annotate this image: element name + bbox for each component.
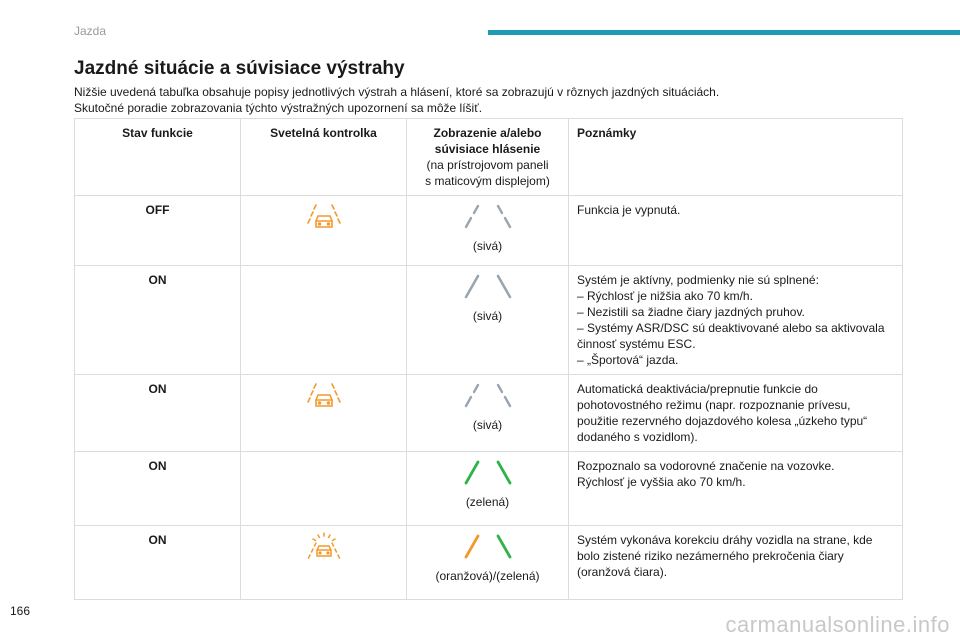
display-cell [407, 375, 569, 452]
warnings-table [74, 118, 903, 600]
light-cell [241, 266, 407, 375]
header-display-line: s maticovým displejom) [425, 174, 550, 188]
state-cell: ON [75, 452, 241, 526]
notes-cell [569, 375, 903, 452]
display-caption: (sivá) [472, 309, 503, 323]
notes-line: Systém vykonáva korekciu dráhy vozidla na strane, kde bolo zistené riziko nezámerného prekročenia čiary (oranžová čiara). [577, 533, 873, 579]
state-cell: ON [75, 266, 241, 375]
notes-cell [569, 266, 903, 375]
notes-line: – „Športová“ jazda. [577, 353, 679, 367]
page-number: 166 [10, 604, 31, 618]
display-cell [407, 266, 569, 375]
lane-lines-gray-dashed-icon [456, 202, 520, 232]
display-caption: (zelená) [465, 495, 510, 509]
notes-cell [569, 452, 903, 526]
header-light: Svetelná kontrolka [241, 119, 407, 196]
light-cell [241, 452, 407, 526]
display-caption: (sivá) [472, 418, 503, 432]
notes-cell [569, 196, 903, 266]
light-cell [241, 526, 407, 600]
state-cell: ON [75, 526, 241, 600]
display-caption: (sivá) [472, 239, 503, 253]
lane-warning-orange-icon [307, 202, 341, 232]
notes-line: – Rýchlosť je nižšia ako 70 km/h. [577, 289, 753, 303]
notes-line: Rozpoznalo sa vodorovné značenie na vozovke. [577, 459, 835, 473]
section-accent-bar [488, 30, 960, 35]
notes-line: Funkcia je vypnutá. [577, 203, 681, 217]
lane-lines-orange-green-icon [456, 532, 520, 562]
notes-line: Automatická deaktivácia/prepnutie funkcie do pohotovostného režimu (napr. rozpoznanie prívesu, použitie rezervného dojazdového kolesa „úzkeho typu“ dodaného s vozidlom). [577, 382, 868, 444]
notes-line: Rýchlosť je vyššia ako 70 km/h. [577, 475, 746, 489]
table-row [75, 196, 903, 266]
lane-warning-orange-icon [307, 381, 341, 411]
lane-lines-gray-dashed-icon [456, 381, 520, 411]
table-row [75, 526, 903, 600]
display-cell [407, 196, 569, 266]
header-notes: Poznámky [569, 119, 903, 196]
header-display-line: Zobrazenie a/alebo [433, 126, 542, 140]
light-cell [241, 196, 407, 266]
notes-line: – Nezistili sa žiadne čiary jazdných pruhov. [577, 305, 805, 319]
header-state: Stav funkcie [75, 119, 241, 196]
header-display-line: súvisiace hlásenie [434, 142, 541, 156]
table-row [75, 375, 903, 452]
notes-line: – Systémy ASR/DSC sú deaktivované alebo sa aktivovala činnosť systému ESC. [577, 321, 885, 351]
header-display [407, 119, 569, 196]
lane-correction-orange-icon [307, 532, 341, 562]
notes-line: Systém je aktívny, podmienky nie sú splnené: [577, 273, 819, 287]
page-title: Jazdné situácie a súvisiace výstrahy [74, 58, 405, 79]
header-display-line: (na prístrojovom paneli [426, 158, 549, 172]
section-label: Jazda [74, 24, 107, 38]
intro-line: Skutočné poradie zobrazovania týchto výstražných upozornení sa môže líšiť. [74, 101, 483, 115]
light-cell [241, 375, 407, 452]
state-cell: OFF [75, 196, 241, 266]
lane-lines-green-icon [456, 458, 520, 488]
intro-line: Nižšie uvedená tabuľka obsahuje popisy jednotlivých výstrah a hlásení, ktoré sa zobrazujú v rôznych jazdných situáciách. [74, 85, 720, 99]
notes-cell [569, 526, 903, 600]
watermark: carmanualsonline.info [725, 612, 950, 637]
table-header-row [75, 119, 903, 196]
display-cell [407, 452, 569, 526]
state-cell: ON [75, 375, 241, 452]
lane-lines-gray-solid-icon [456, 272, 520, 302]
display-cell [407, 526, 569, 600]
table-row [75, 452, 903, 526]
intro-text [74, 84, 719, 116]
table-row [75, 266, 903, 375]
display-caption: (oranžová)/(zelená) [435, 569, 540, 583]
